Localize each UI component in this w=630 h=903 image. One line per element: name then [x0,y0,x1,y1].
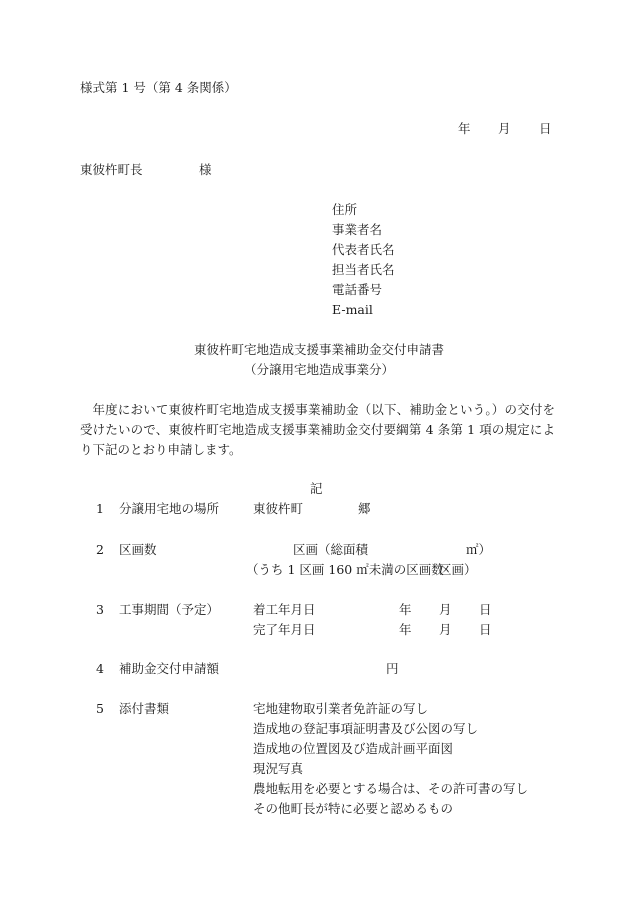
applicant-address-label: 住所 [332,202,358,217]
document-subtitle: （分譲用宅地造成事業分） [243,362,394,377]
applicant-contact-person-label: 担当者氏名 [332,262,395,277]
item-3-end-month: 月 [439,622,452,637]
item-1-go: 郷 [358,501,371,516]
item-2-small-lots-unit: 区画） [439,562,477,577]
item-4-yen: 円 [386,661,399,676]
item-3-end-day: 日 [479,622,492,637]
item-2-area-unit: ㎡） [466,542,492,557]
ki-marker: 記 [310,481,323,496]
item-2-small-lots-label: （うち 1 区画 160 ㎡未満の区画数 [246,562,444,577]
item-2-number: 2 [96,542,104,557]
item-1-label: 分譲用宅地の場所 [119,501,220,516]
addressee-honorific: 様 [199,162,212,177]
applicant-business-name-label: 事業者名 [332,222,383,237]
item-3-start-label: 着工年月日 [253,602,316,617]
attachment-item: 宅地建物取引業者免許証の写し [253,701,429,716]
attachment-item: 農地転用を必要とする場合は、その許可書の写し [253,781,529,796]
item-1-number: 1 [96,501,104,516]
item-3-label: 工事期間（予定） [119,602,220,617]
item-3-end-label: 完了年月日 [253,622,316,637]
attachment-item: 造成地の位置図及び造成計画平面図 [253,741,454,756]
document-title: 東彼杵町宅地造成支援事業補助金交付申請書 [193,342,444,357]
item-3-start-month: 月 [439,602,452,617]
item-2-lots-total-area: 区画（総面積 [293,542,369,557]
attachment-item: 現況写真 [253,761,304,776]
item-5-number: 5 [96,701,104,716]
attachment-item: 造成地の登記事項証明書及び公図の写し [253,721,479,736]
addressee-name: 東彼杵町長 [80,162,143,177]
attachment-item: その他町長が特に必要と認めるもの [253,801,454,816]
date-year-label: 年 [458,121,471,136]
form-number: 様式第 1 号（第 4 条関係） [80,80,237,95]
item-5-label: 添付書類 [119,701,170,716]
application-statement: 年度において東彼杵町宅地造成支援事業補助金（以下、補助金という。）の交付を受けたいので、東彼杵町宅地造成支援事業補助金交付要綱第 4 条第 1 項の規定により下記のとおり申請します。 [80,402,555,457]
item-3-start-day: 日 [479,602,492,617]
applicant-phone-label: 電話番号 [332,282,383,297]
date-day-label: 日 [539,121,552,136]
item-1-town: 東彼杵町 [253,501,304,516]
date-month-label: 月 [498,121,511,136]
applicant-representative-label: 代表者氏名 [332,242,395,257]
item-4-number: 4 [96,661,104,676]
item-3-start-year: 年 [399,602,412,617]
item-2-label: 区画数 [119,542,157,557]
applicant-email-label: E-mail [332,302,373,317]
item-4-label: 補助金交付申請額 [119,661,220,676]
item-3-number: 3 [96,602,104,617]
item-3-end-year: 年 [399,622,412,637]
